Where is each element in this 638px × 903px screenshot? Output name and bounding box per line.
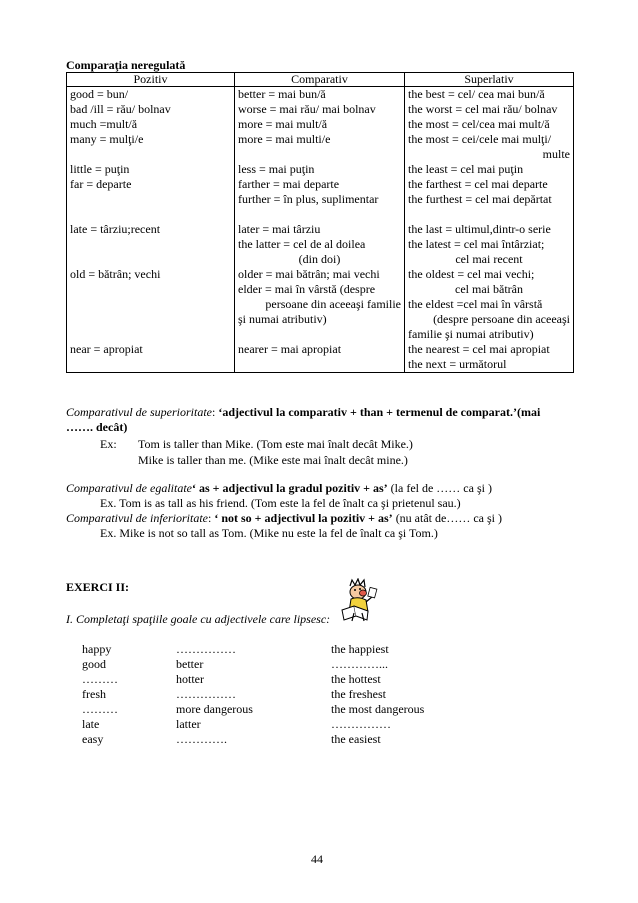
inferioritate-rule: Comparativul de inferioritate: ‘ not so + adjectivul la pozitiv + as’ (nu atât de…… ca şi ) xyxy=(66,511,502,525)
cell: persoane din aceeaşi familie xyxy=(265,297,401,311)
cell: bad /ill = rău/ bolnav xyxy=(70,102,171,116)
cell: the farthest = cel mai departe xyxy=(408,177,548,191)
cell xyxy=(70,357,231,372)
blank-field[interactable]: ……… xyxy=(82,672,118,686)
cell: late xyxy=(82,717,100,731)
blank-field[interactable]: …………… xyxy=(176,687,236,701)
cell: the worst = cel mai rău/ bolnav xyxy=(408,102,558,116)
cell: (despre persoane din aceeaşi xyxy=(433,312,570,326)
blank-field[interactable]: …………... xyxy=(331,657,388,671)
cell: far = departe xyxy=(70,177,132,191)
inferioritate-label: Comparativul de inferioritate xyxy=(66,511,208,525)
egalitate-rule-text: ‘ as + adjectivul la gradul pozitiv + as’ xyxy=(191,481,388,495)
cell: older = mai bătrân; mai vechi xyxy=(238,267,380,281)
cell: happy xyxy=(82,642,112,656)
cell: hotter xyxy=(176,672,204,686)
cell xyxy=(70,237,231,252)
cell: easy xyxy=(82,732,104,746)
cell: good = bun/ xyxy=(70,87,129,101)
blank-field[interactable]: ……… xyxy=(82,702,118,716)
cell: old = bătrân; vechi xyxy=(70,267,161,281)
cell xyxy=(70,252,231,267)
cell xyxy=(70,327,231,342)
comparison-table xyxy=(66,72,574,373)
header-superlativ: Superlativ xyxy=(405,73,574,87)
cell: the oldest = cel mai vechi; xyxy=(408,267,535,281)
cell: the least = cel mai puţin xyxy=(408,162,524,176)
cell xyxy=(70,207,231,222)
cell: multe xyxy=(542,147,570,161)
inferioritate-example: Ex. Mike is not so tall as Tom. (Mike nu este la fel de înalt ca şi Tom.) xyxy=(100,526,438,540)
cell: less = mai puţin xyxy=(238,162,315,176)
cell xyxy=(408,207,570,222)
cell xyxy=(238,357,401,372)
section-title: Comparaţia neregulată xyxy=(66,58,186,72)
cell: the eldest =cel mai în vârstă xyxy=(408,297,543,311)
cell: late = târziu;recent xyxy=(70,222,161,236)
cell: worse = mai rău/ mai bolnav xyxy=(238,102,376,116)
cell xyxy=(70,147,231,162)
cell: fresh xyxy=(82,687,106,701)
superioritate-label: Comparativul de superioritate xyxy=(66,405,212,419)
cell: the nearest = cel mai apropiat xyxy=(408,342,550,356)
cell: the hottest xyxy=(331,672,381,686)
cartoon-mascot-icon xyxy=(340,578,378,622)
cell: later = mai târziu xyxy=(238,222,321,236)
cell: farther = mai departe xyxy=(238,177,340,191)
cell: nearer = mai apropiat xyxy=(238,342,342,356)
col-pozitiv xyxy=(67,87,235,373)
inferioritate-note: (nu atât de…… ca şi ) xyxy=(395,511,502,525)
cell: cel mai bătrân xyxy=(455,282,523,296)
egalitate-rule xyxy=(66,481,492,496)
inferioritate-rule-text: ‘ not so + adjectivul la pozitiv + as’ xyxy=(214,511,393,525)
blank-field[interactable]: …………… xyxy=(176,642,236,656)
col-superlativ xyxy=(405,87,574,373)
cell: the most dangerous xyxy=(331,702,425,716)
cell: the freshest xyxy=(331,687,386,701)
page-number: 44 xyxy=(311,852,323,866)
exercise-instruction: I. Completaţi spaţiile goale cu adjectivele care lipsesc: xyxy=(66,612,331,626)
cell: the furthest = cel mai depărtat xyxy=(408,192,552,206)
egalitate-label: Comparativul de egalitate xyxy=(66,481,192,495)
cell: further = în plus, suplimentar xyxy=(238,192,379,206)
cell xyxy=(70,312,231,327)
cell: better xyxy=(176,657,204,671)
cell: the last = ultimul,dintr-o serie xyxy=(408,222,551,236)
cell xyxy=(238,327,401,342)
cell xyxy=(238,207,401,222)
cell xyxy=(238,147,401,162)
header-pozitiv: Pozitiv xyxy=(67,73,235,87)
superioritate-rule-text: ‘adjectivul la comparativ + than + termenul de comparat.’(mai xyxy=(218,405,541,419)
blank-field[interactable]: …………… xyxy=(331,717,391,731)
cell: elder = mai în vârstă (despre xyxy=(238,282,376,296)
cell: many = mulţi/e xyxy=(70,132,144,146)
cell: much =mult/ă xyxy=(70,117,138,131)
blank-field[interactable]: …………. xyxy=(176,732,227,746)
cell: more = mai multi/e xyxy=(238,132,331,146)
cell: the easiest xyxy=(331,732,381,746)
cell: the best = cel/ cea mai bun/ă xyxy=(408,87,545,101)
cell xyxy=(70,297,231,312)
egalitate-note: (la fel de …… ca şi ) xyxy=(390,481,492,495)
table-header-row xyxy=(67,73,574,87)
superioritate-ex-label: Ex: xyxy=(100,437,117,451)
cell: the latter = cel de al doilea xyxy=(238,237,366,251)
cell: near = apropiat xyxy=(70,342,143,356)
cell: latter xyxy=(176,717,201,731)
cell: familie şi numai atributiv) xyxy=(408,327,534,341)
cell: better = mai bun/ă xyxy=(238,87,326,101)
cell: (din doi) xyxy=(298,252,341,266)
cell: the most = cel/cea mai mult/ă xyxy=(408,117,550,131)
col-comparativ xyxy=(235,87,405,373)
exercises-title: EXERCI II: xyxy=(66,580,130,594)
superioritate-rule-cont: ……. decât) xyxy=(66,420,128,434)
cell: more = mai mult/ă xyxy=(238,117,328,131)
cell: little = puţin xyxy=(70,162,130,176)
cell xyxy=(70,192,231,207)
superioritate-rule: Comparativul de superioritate: ‘adjectivul la comparativ + than + termenul de comparat.’(mai xyxy=(66,405,541,419)
cell: more dangerous xyxy=(176,702,253,716)
cell: cel mai recent xyxy=(455,252,523,266)
egalitate-example: Ex. Tom is as tall as his friend. (Tom este la fel de înalt ca şi prietenul sau.) xyxy=(100,496,461,510)
cell: the happiest xyxy=(331,642,389,656)
header-comparativ: Comparativ xyxy=(235,73,405,87)
cell xyxy=(70,282,231,297)
table-row xyxy=(67,87,574,373)
cell: the latest = cel mai întârziat; xyxy=(408,237,545,251)
cell: the most = cei/cele mai mulţi/ xyxy=(408,132,552,146)
cell: şi numai atributiv) xyxy=(238,312,327,326)
superioritate-example-2: Mike is taller than me. (Mike este mai înalt decât mine.) xyxy=(138,453,408,467)
superioritate-example-1: Tom is taller than Mike. (Tom este mai înalt decât Mike.) xyxy=(138,437,413,451)
cell: the next = următorul xyxy=(408,357,507,371)
cell: good xyxy=(82,657,106,671)
